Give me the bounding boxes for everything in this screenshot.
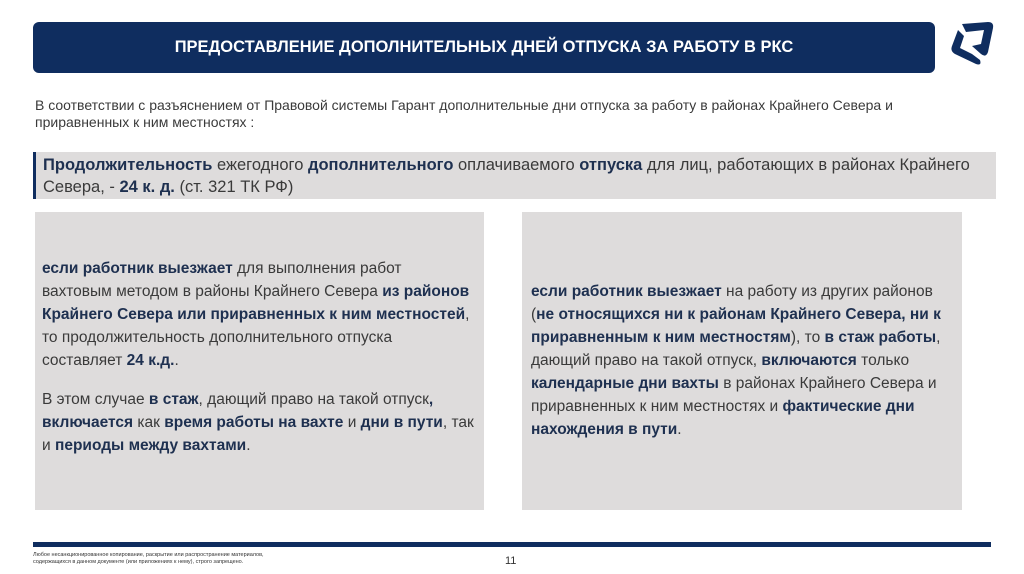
text-segment: ), то — [790, 329, 825, 346]
text-segment: только — [856, 352, 910, 369]
bold-text: отпуска — [579, 156, 643, 174]
bold-text: дополнительного — [307, 156, 454, 174]
bold-text: в стаж — [148, 391, 199, 408]
title-bar — [33, 22, 935, 73]
left-paragraph-1 — [42, 257, 474, 372]
text-segment: . — [677, 421, 682, 438]
text-segment: . — [246, 437, 251, 454]
bold-text: время работы на вахте — [164, 414, 344, 431]
right-panel — [522, 212, 962, 510]
text-segment: оплачиваемого — [453, 156, 580, 174]
bold-text: включаются — [761, 352, 857, 369]
bold-text: , включается — [42, 391, 434, 431]
legal-line-2: содержащихся в данном документе (или приложениях к нему), строго запрещено. — [33, 559, 244, 565]
footer-bar — [33, 542, 991, 547]
bold-text: 24 к.д. — [126, 352, 175, 369]
left-paragraph-2 — [42, 388, 474, 457]
text-segment: (ст. 321 ТК РФ) — [174, 178, 294, 196]
left-panel — [35, 212, 484, 510]
company-logo-icon — [948, 18, 998, 68]
text-segment: ежегодного — [212, 156, 308, 174]
text-segment: , то продолжительность дополнительного отпуска составляет — [42, 306, 470, 369]
page-number: 11 — [505, 555, 517, 567]
legal-notice — [33, 552, 264, 566]
bold-text: периоды между вахтами — [54, 437, 247, 454]
text-segment: как — [133, 414, 165, 431]
text-segment: , дающий право на такой отпуск — [198, 391, 429, 408]
bold-text: в стаж работы — [824, 329, 937, 346]
bold-text: Продолжительность — [43, 156, 213, 174]
highlight-box — [33, 152, 996, 199]
legal-line-1: Любое несанкционированное копирование, раскрытие или распространение материалов, — [33, 552, 264, 558]
text-segment: , так и — [42, 414, 474, 454]
text-segment: для выполнения работ вахтовым методом в районы Крайнего Севера — [42, 260, 402, 300]
bold-text: 24 к. д. — [119, 178, 175, 196]
bold-text: дни в пути — [360, 414, 443, 431]
intro-text: В соответствии с разъяснением от Правовой системы Гарант дополнительные дни отпуска за работу в районах Крайнего Севера и приравненных к ним местностях : — [35, 97, 893, 130]
bold-text: календарные дни вахты — [531, 375, 719, 392]
page-title: ПРЕДОСТАВЛЕНИЕ ДОПОЛНИТЕЛЬНЫХ ДНЕЙ ОТПУСКА ЗА РАБОТУ В РКС — [174, 38, 794, 56]
bold-text: фактические дни нахождения в пути — [531, 398, 915, 438]
text-segment: для лиц, работающих в районах Крайнего Севера, - — [43, 156, 970, 196]
text-segment: . — [174, 352, 179, 369]
text-segment: и — [343, 414, 361, 431]
bold-text: если работник выезжает — [42, 260, 233, 277]
text-segment: В этом случае — [42, 391, 149, 408]
text-segment: в районах Крайнего Севера и приравненных к ним местностях и — [531, 375, 937, 415]
bold-text: из районов Крайнего Севера или приравненных к ним местностей — [42, 283, 470, 323]
text-segment: на работу из других районов ( — [531, 283, 933, 323]
right-paragraph — [531, 280, 952, 441]
bold-text: если работник выезжает — [531, 283, 722, 300]
text-segment: , дающий право на такой отпуск, — [531, 329, 941, 369]
bold-text: не относящихся ни к районам Крайнего Севера, ни к приравненным к ним местностям — [531, 306, 941, 346]
